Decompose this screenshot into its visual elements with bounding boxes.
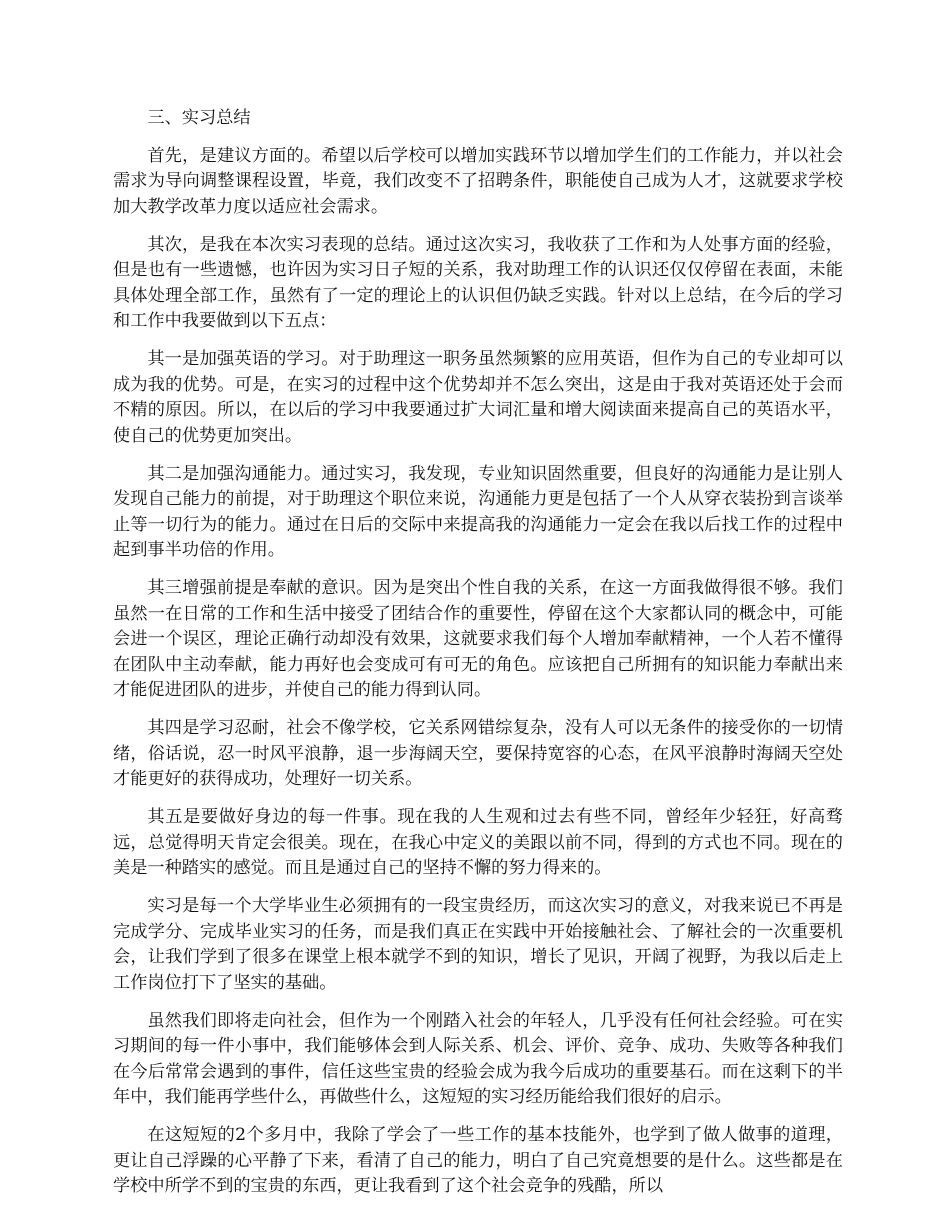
paragraph-point-four-patience: 其四是学习忍耐，社会不像学校，它关系网错综复杂，没有人可以无条件的接受你的一切情绪，俗话说，忍一时风平浪静，退一步海阔天空，要保持宽容的心态，在风平浪静时海阔天空处才能更好的获得成功，处理好一切关系。 <box>113 718 843 789</box>
paragraph-point-one-english: 其一是加强英语的学习。对于助理这一职务虽然频繁的应用英语，但作为自己的专业却可以成为我的优势。可是，在实习的过程中这个优势却并不怎么突出，这是由于我对英语还处于会而不精的原因。所以，在以后的学习中我要通过扩大词汇量和增大阅读面来提高自己的英语水平，使自己的优势更加突出。 <box>113 349 843 446</box>
paragraph-point-five-every-task: 其五是要做好身边的每一件事。现在我的人生观和过去有些不同，曾经年少轻狂，好高骛远，总觉得明天肯定会很美。现在，在我心中定义的美跟以前不同，得到的方式也不同。现在的美是一种踏实的感觉。而且是通过自己的坚持不懈的努力得来的。 <box>113 807 843 878</box>
paragraph-self-summary: 其次，是我在本次实习表现的总结。通过这次实习，我收获了工作和为人处事方面的经验，但是也有一些遗憾，也许因为实习日子短的关系，我对助理工作的认识还仅仅停留在表面，未能具体处理全部工作，虽然有了一定的理论上的认识但仍缺乏实践。针对以上总结，在今后的学习和工作中我要做到以下五点： <box>113 234 843 331</box>
paragraph-internship-meaning: 实习是每一个大学毕业生必须拥有的一段宝贵经历，而这次实习的意义，对我来说已不再是完成学分、完成毕业实习的任务，而是我们真正在实践中开始接触社会、了解社会的一次重要机会，让我们学到了很多在课堂上根本就学不到的知识，增长了见识，开阔了视野，为我以后走上工作岗位打下了坚实的基础。 <box>113 896 843 993</box>
paragraph-social-experience: 虽然我们即将走向社会，但作为一个刚踏入社会的年轻人，几乎没有任何社会经验。可在实习期间的每一件小事中，我们能够体会到人际关系、机会、评价、竞争、成功、失败等各种我们在今后常常会遇到的事件，信任这些宝贵的经验会成为我今后成功的重要基石。而在这剩下的半年中，我们能再学些什么，再做些什么，这短短的实习经历能给我们很好的启示。 <box>113 1010 843 1107</box>
paragraph-point-three-dedication: 其三增强前提是奉献的意识。因为是突出个性自我的关系，在这一方面我做得很不够。我们虽然一在日常的工作和生活中接受了团结合作的重要性，停留在这个大家都认同的概念中，可能会进一个误区，理论正确行动却没有效果，这就要求我们每个人增加奉献精神，一个人若不懂得在团队中主动奉献，能力再好也会变成可有可无的角色。应该把自己所拥有的知识能力奉献出来才能促进团队的进步，并使自己的能力得到认同。 <box>113 578 843 700</box>
document-page <box>113 106 843 1212</box>
paragraph-two-months: 在这短短的2个多月中，我除了学会了一些工作的基本技能外，也学到了做人做事的道理，更让自己浮躁的心平静了下来，看清了自己的能力，明白了自己究竟想要的是什么。这些都是在学校中所学不到的宝贵的东西，更让我看到了这个社会竞争的残酷，所以 <box>113 1125 843 1196</box>
paragraph-point-two-communication: 其二是加强沟通能力。通过实习，我发现，专业知识固然重要，但良好的沟通能力是让别人发现自己能力的前提，对于助理这个职位来说，沟通能力更是包括了一个人从穿衣装扮到言谈举止等一切行为的能力。通过在日后的交际中来提高我的沟通能力一定会在我以后找工作的过程中起到事半功倍的作用。 <box>113 463 843 560</box>
paragraph-suggestions: 首先，是建议方面的。希望以后学校可以增加实践环节以增加学生们的工作能力，并以社会需求为导向调整课程设置，毕竟，我们改变不了招聘条件，职能使自己成为人才，这就要求学校加大教学改革力度以适应社会需求。 <box>113 145 843 217</box>
section-heading: 三、实习总结 <box>147 108 251 128</box>
